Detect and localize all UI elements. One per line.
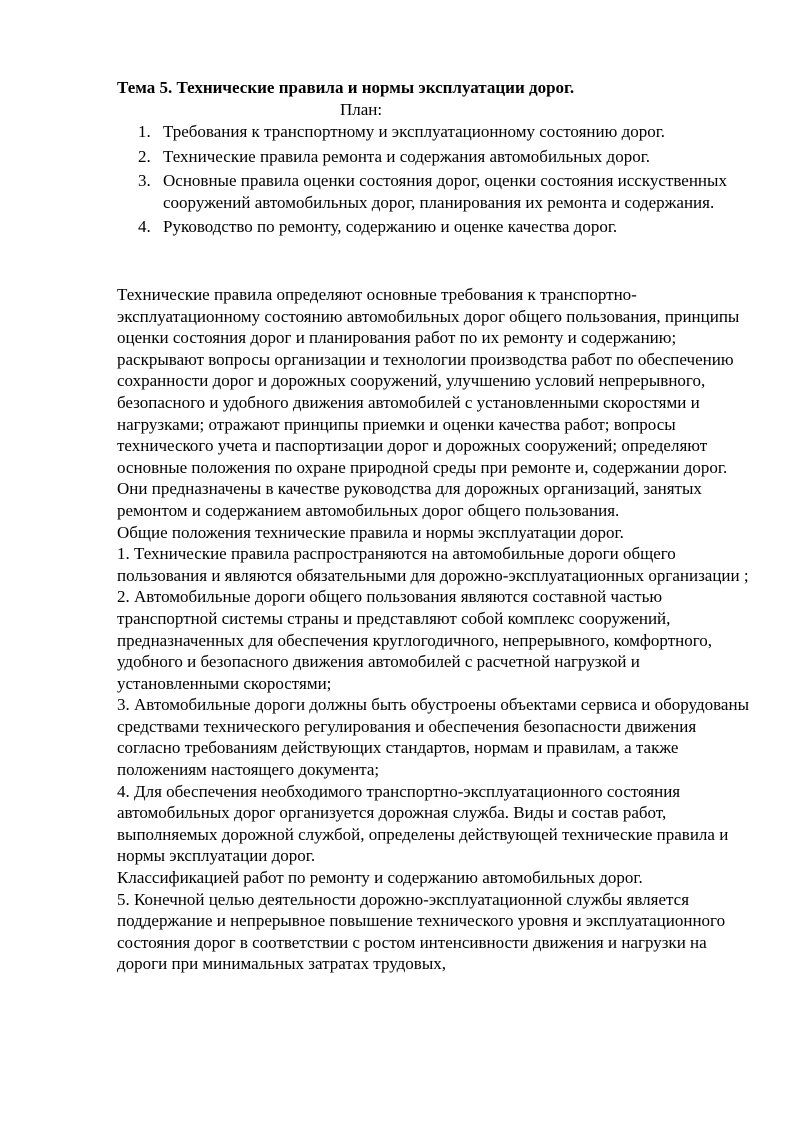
- plan-item-text: Технические правила ремонта и содержания автомобильных дорог.: [163, 146, 650, 166]
- plan-item-number: 4.: [138, 217, 151, 237]
- plan-item: [138, 146, 758, 168]
- plan-item-text: Руководство по ремонту, содержанию и оценке качества дорог.: [163, 217, 618, 237]
- paragraph: 5. Конечной целью деятельности дорожно-эксплуатационной службы является поддержание и непрерывное повышение технического уровня и эксплуатационного состояния дорог в соответствии с ростом интенсивности движения и нагрузки на дороги при минимальных затратах трудовых,: [117, 889, 726, 974]
- paragraph: 4. Для обеспечения необходимого транспортно-эксплуатационного состояния автомобильных дорог организуется дорожная служба. Виды и состав работ, выполняемых дорожной службой, определены действующей технические правила и нормы эксплуатации дорог.: [117, 781, 729, 866]
- plan-item-number: 3.: [138, 171, 151, 191]
- plan-item: [138, 170, 758, 213]
- plan-item: [138, 121, 758, 143]
- plan-item-text: Требования к транспортному и эксплуатационному состоянию дорог.: [163, 122, 666, 141]
- plan-item-text: Основные правила оценки состояния дорог, оценки состояния исскуственных сооружений автомобильных дорог, планирования их ремонта и содержания.: [163, 171, 727, 212]
- paragraph: 1. Технические правила распространяются на автомобильные дороги общего пользования и являются обязательными для дорожно-эксплуатационных организации ;: [117, 544, 749, 585]
- plan-item-number: 2.: [138, 146, 151, 166]
- paragraph: 3. Автомобильные дороги должны быть обустроены объектами сервиса и оборудованы средствами технического регулирования и обеспечения безопасности движения согласно требованиям действующих стандартов, нормам и правилам, а также положениям настоящего документа;: [117, 695, 749, 780]
- document-title: Тема 5. Технические правила и нормы эксплуатации дорог.: [117, 78, 575, 97]
- plan-list: [138, 121, 758, 241]
- body-text: [117, 284, 749, 975]
- plan-item: [138, 216, 758, 238]
- plan-item-number: 1.: [138, 122, 151, 141]
- paragraph: 2. Автомобильные дороги общего пользования являются составной частью транспортной системы страны и представляют собой комплекс сооружений, предназначенных для обеспечения круглогодичного, непрерывного, комфортного, удобного и безопасного движения автомобилей с расчетной нагрузкой и установленными скоростями;: [117, 587, 713, 693]
- plan-label: План:: [340, 100, 383, 119]
- paragraph: Общие положения технические правила и нормы эксплуатации дорог.: [117, 522, 624, 542]
- paragraph: Технические правила определяют основные требования к транспортно-эксплуатационному состоянию автомобильных дорог общего пользования, принципы оценки состояния дорог и планирования работ по их ремонту и содержанию; раскрывают вопросы организации и технологии производства работ по обеспечению сохранности дорог и дорожных сооружений, улучшению условий непрерывного, безопасного и удобного движения автомобилей с установленными скоростями и нагрузками; отражают принципы приемки и оценки качества работ; вопросы технического учета и паспортизации дорог и дорожных сооружений; определяют основные положения по охране природной среды при ремонте и, содержании дорог. Они предназначены в качестве руководства для дорожных организаций, занятых ремонтом и содержанием автомобильных дорог общего пользования.: [117, 285, 740, 520]
- paragraph: Классификацией работ по ремонту и содержанию автомобильных дорог.: [117, 868, 643, 888]
